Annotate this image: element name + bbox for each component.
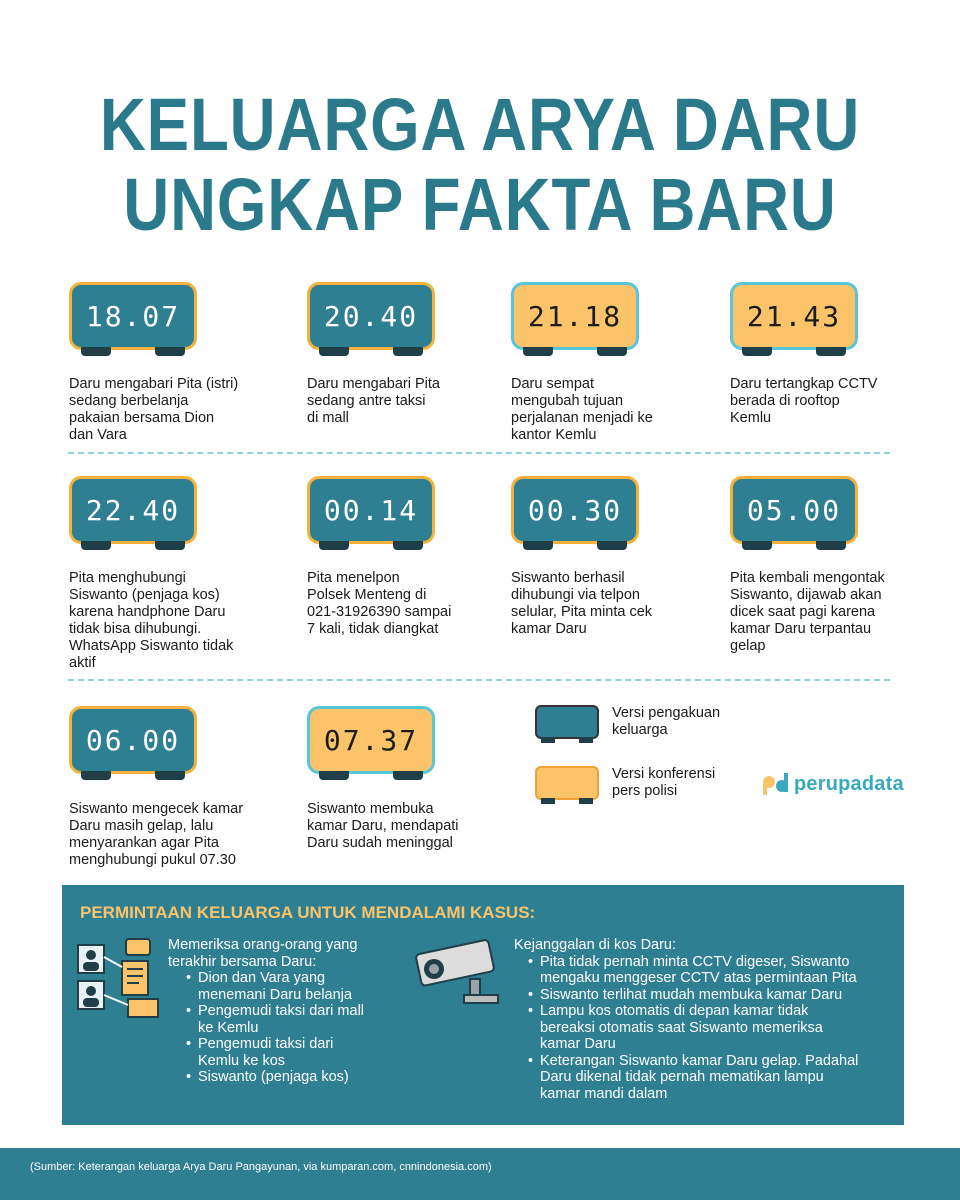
clock-time: 22.40	[85, 493, 181, 527]
clock-foot	[597, 347, 627, 356]
clock-foot	[393, 347, 423, 356]
clock-face	[307, 282, 435, 350]
legend-label-police	[612, 766, 715, 800]
event-desc-line: pakaian bersama Dion	[69, 410, 215, 426]
bullet-item	[186, 970, 408, 1003]
event-desc-0500	[730, 570, 930, 655]
clock-face	[730, 282, 858, 350]
right-request-column	[514, 937, 894, 1102]
event-desc-line: menyarankan agar Pita	[69, 835, 219, 851]
event-desc-line: kamar Daru, mendapati	[307, 818, 459, 834]
clock-2118	[511, 282, 639, 362]
clock-foot	[742, 347, 772, 356]
bullet-item	[186, 1069, 408, 1086]
clock-foot	[816, 347, 846, 356]
headline-line-2: UNGKAP FAKTA BARU	[123, 163, 837, 246]
event-desc-line: WhatsApp Siswanto tidak	[69, 638, 234, 654]
clock-time: 06.00	[85, 723, 181, 757]
legend-police-line: Versi konferensi	[612, 766, 716, 782]
perupadata-logo-icon	[762, 772, 790, 796]
clock-0600	[69, 706, 197, 786]
bullet-item	[528, 954, 894, 987]
column-intro-line: terakhir bersama Daru:	[168, 953, 317, 970]
event-desc-line: 021-31926390 sampai	[307, 604, 452, 620]
clock-time: 18.07	[85, 299, 181, 333]
bullet-item-line: Kemlu ke kos	[198, 1052, 286, 1069]
event-desc-line: Daru masih gelap, lalu	[69, 818, 214, 834]
bullet-item	[528, 987, 894, 1004]
brand-name: perupadata	[794, 772, 904, 795]
event-desc-1807	[69, 376, 269, 444]
bullet-item-line: • Dion dan Vara yang	[198, 970, 326, 986]
column-intro-line: Memeriksa orang-orang yang	[168, 937, 358, 953]
bullet-item-line: • Siswanto (penjaga kos)	[198, 1069, 349, 1085]
bullet-item	[186, 1003, 408, 1036]
row-separator-1	[68, 452, 890, 454]
event-desc-line: kamar Daru terpantau	[730, 621, 872, 637]
bullet-item-line: • Pengemudi taksi dari mall	[198, 1003, 365, 1019]
bullet-item	[528, 1053, 894, 1103]
clock-foot	[319, 541, 349, 550]
event-desc-line: Daru sempat	[511, 376, 595, 392]
bullet-item-line: • Keterangan Siswanto kamar Daru gelap. Padahal	[540, 1052, 859, 1069]
event-desc-line: Siswanto (penjaga kos)	[69, 587, 220, 603]
event-desc-2040	[307, 376, 507, 427]
people-documents-icon	[76, 937, 162, 1021]
clock-foot	[393, 541, 423, 550]
column-intro-line: Kejanggalan di kos Daru:	[514, 937, 677, 953]
bullet-item-line: kamar Daru	[540, 1036, 616, 1052]
event-desc-2240	[69, 570, 279, 672]
event-desc-line: tidak bisa dihubungi.	[69, 621, 202, 637]
bullet-item-line: • Lampu kos otomatis di depan kamar tidak	[540, 1003, 809, 1019]
clock-foot	[81, 771, 111, 780]
bullet-item-line: Daru dikenal tidak pernah mematikan lampu	[540, 1069, 824, 1085]
brand-logo	[762, 772, 904, 796]
clock-foot	[742, 541, 772, 550]
event-desc-2118	[511, 376, 711, 444]
row-separator-2	[68, 679, 890, 681]
event-desc-line: gelap	[730, 638, 766, 654]
event-desc-line: selular, Pita minta cek	[511, 604, 653, 620]
event-desc-0030	[511, 570, 711, 638]
event-desc-line: di mall	[307, 410, 349, 426]
event-desc-line: Daru tertangkap CCTV	[730, 376, 878, 392]
clock-face	[307, 706, 435, 774]
event-desc-line: karena handphone Daru	[69, 604, 226, 620]
clock-2240	[69, 476, 197, 556]
cctv-camera-icon	[414, 939, 504, 1009]
legend-label-family	[612, 705, 720, 739]
clock-0014	[307, 476, 435, 556]
bullet-item-line: menemani Daru belanja	[198, 986, 352, 1003]
footer-bar	[0, 1148, 960, 1200]
clock-foot	[393, 771, 423, 780]
clock-time: 21.43	[746, 299, 842, 333]
clock-face	[730, 476, 858, 544]
bullet-list	[168, 970, 408, 1086]
event-desc-line: Polsek Menteng di	[307, 587, 427, 603]
clock-foot	[81, 541, 111, 550]
event-desc-line: Pita menelpon	[307, 570, 400, 586]
event-desc-line: dihubungi via telpon	[511, 587, 640, 603]
legend-swatch-police	[535, 766, 599, 806]
clock-foot	[155, 541, 185, 550]
event-desc-line: dan Vara	[69, 427, 127, 443]
event-desc-line: Daru mengabari Pita (istri)	[69, 376, 239, 392]
clock-face	[511, 282, 639, 350]
clock-face	[511, 476, 639, 544]
bullet-item-line: bereaksi otomatis saat Siswanto memeriksa	[540, 1019, 823, 1036]
clock-face	[307, 476, 435, 544]
event-desc-0737	[307, 801, 507, 852]
clock-foot	[155, 347, 185, 356]
event-desc-line: perjalanan menjadi ke	[511, 410, 653, 426]
event-desc-line: Daru sudah meninggal	[307, 835, 453, 851]
event-desc-line: berada di rooftop	[730, 393, 840, 409]
clock-time: 05.00	[746, 493, 842, 527]
event-desc-line: Siswanto, dijawab akan	[730, 587, 882, 603]
clock-foot	[523, 541, 553, 550]
bullet-item-line: • Pita tidak pernah minta CCTV digeser, Siswanto	[540, 953, 850, 970]
clock-face	[69, 706, 197, 774]
event-desc-line: Kemlu	[730, 410, 772, 426]
clock-time: 21.18	[527, 299, 623, 333]
bullet-item-line: ke Kemlu	[198, 1019, 259, 1036]
legend-family-line: keluarga	[612, 722, 668, 738]
clock-1807	[69, 282, 197, 362]
event-desc-line: dicek saat pagi karena	[730, 604, 876, 620]
bullet-item	[528, 1003, 894, 1053]
clock-time: 07.37	[323, 723, 419, 757]
event-desc-line: Daru mengabari Pita	[307, 376, 440, 392]
bullet-item-line: • Pengemudi taksi dari	[198, 1036, 334, 1052]
panel-title: PERMINTAAN KELUARGA UNTUK MENDALAMI KASUS:	[80, 903, 536, 922]
event-desc-2143	[730, 376, 930, 427]
event-desc-line: Pita menghubungi	[69, 570, 186, 586]
clock-foot	[319, 347, 349, 356]
clock-foot	[155, 771, 185, 780]
event-desc-line: sedang antre taksi	[307, 393, 426, 409]
event-desc-line: kamar Daru	[511, 621, 587, 637]
clock-0030	[511, 476, 639, 556]
clock-foot	[816, 541, 846, 550]
family-requests-panel	[62, 885, 904, 1125]
event-desc-line: mengubah tujuan	[511, 393, 624, 409]
event-desc-line: Siswanto mengecek kamar	[69, 801, 244, 817]
legend-police-line: pers polisi	[612, 783, 678, 799]
clock-foot	[319, 771, 349, 780]
bullet-item-line: mengaku menggeser CCTV atas permintaan Pita	[540, 970, 857, 986]
bullet-list	[514, 954, 894, 1103]
clock-foot	[81, 347, 111, 356]
event-desc-line: menghubungi pukul 07.30	[69, 852, 236, 868]
event-desc-line: sedang berbelanja	[69, 393, 189, 409]
bullet-item	[186, 1036, 408, 1069]
clock-time: 00.30	[527, 493, 623, 527]
clock-foot	[597, 541, 627, 550]
clock-2040	[307, 282, 435, 362]
event-desc-line: Siswanto membuka	[307, 801, 434, 817]
clock-face	[69, 476, 197, 544]
event-desc-line: aktif	[69, 655, 96, 671]
bullet-item-line: • Siswanto terlihat mudah membuka kamar Daru	[540, 986, 843, 1003]
event-desc-line: kantor Kemlu	[511, 427, 597, 443]
source-note: (Sumber: Keterangan keluarga Arya Daru Pangayunan, via kumparan.com, cnnindonesia.com)	[30, 1161, 492, 1173]
event-desc-0600	[69, 801, 289, 869]
event-desc-line: Pita kembali mengontak	[730, 570, 885, 586]
clock-foot	[523, 347, 553, 356]
clock-0500	[730, 476, 858, 556]
clock-time: 00.14	[323, 493, 419, 527]
event-desc-0014	[307, 570, 507, 638]
event-desc-line: Siswanto berhasil	[511, 570, 625, 586]
legend-swatch-family	[535, 705, 599, 745]
clock-2143	[730, 282, 858, 362]
clock-face	[69, 282, 197, 350]
headline-line-1: KELUARGA ARYA DARU	[99, 83, 861, 166]
clock-0737	[307, 706, 435, 786]
bullet-item-line: kamar mandi dalam	[540, 1085, 668, 1102]
left-request-column	[168, 937, 408, 1086]
clock-time: 20.40	[323, 299, 419, 333]
event-desc-line: 7 kali, tidak diangkat	[307, 621, 439, 637]
legend-family-line: Versi pengakuan	[612, 705, 721, 721]
